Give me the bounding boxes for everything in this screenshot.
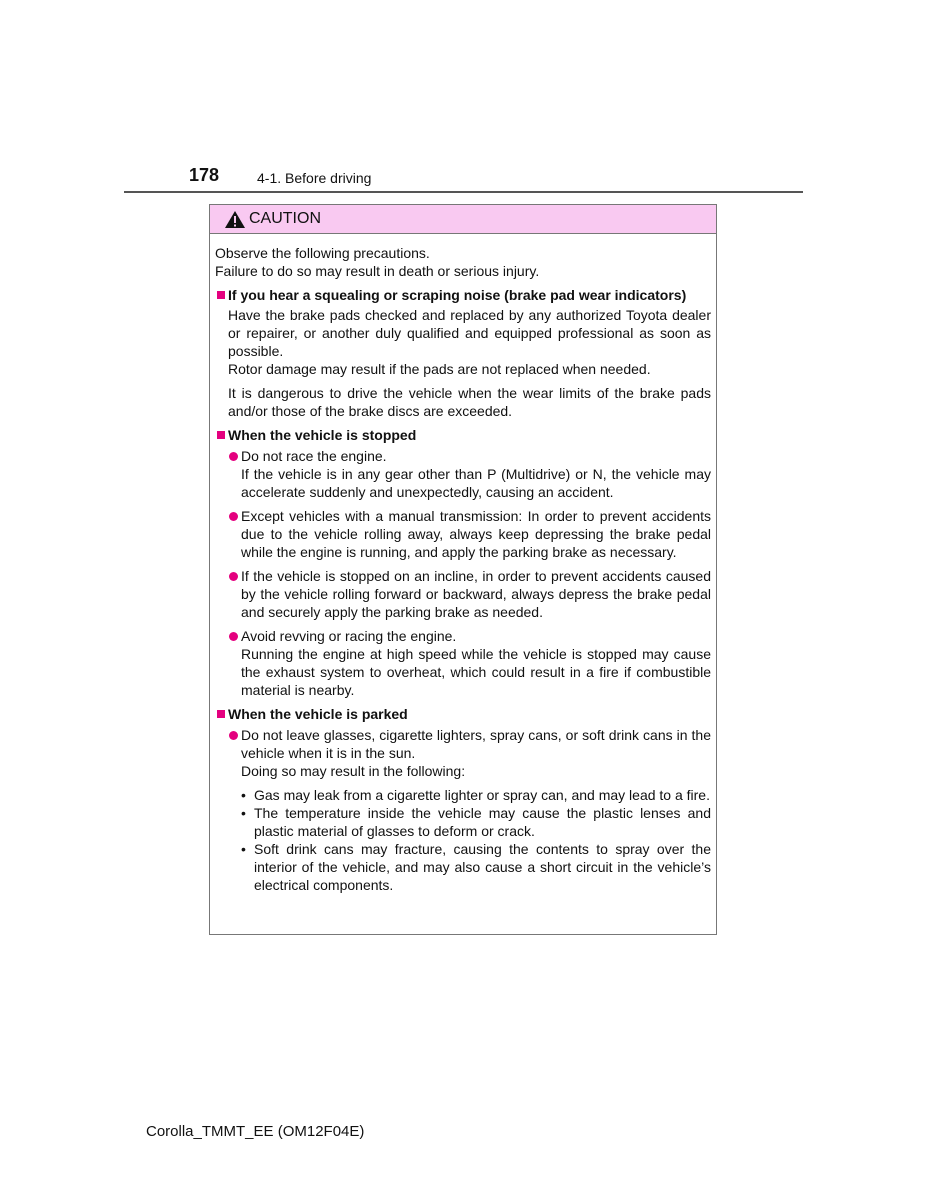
intro-line: Observe the following precautions. (215, 245, 430, 261)
list-item (228, 447, 711, 501)
paragraph: It is dangerous to drive the vehicle when the wear limits of the brake pads and/or those of the brake discs are exceeded. (228, 385, 711, 419)
section-heading-text: When the vehicle is stopped (228, 427, 417, 443)
warning-triangle-icon (224, 210, 246, 229)
list-item-detail: If the vehicle is in any gear other than P (Multidrive) or N, the vehicle may accelerate suddenly and unexpectedly, causing an accident. (241, 466, 711, 500)
sub-list-item (241, 804, 711, 840)
sub-bullet-symbol: • (241, 841, 246, 857)
footer-document-id: Corolla_TMMT_EE (OM12F04E) (146, 1123, 365, 1140)
section-heading-text: If you hear a squealing or scraping noise (brake pad wear indicators) (228, 287, 687, 303)
intro-line: Failure to do so may result in death or serious injury. (215, 263, 540, 279)
circle-bullet-icon (229, 512, 238, 521)
circle-bullet-icon (229, 632, 238, 641)
sub-list (241, 786, 711, 894)
paragraph-line: Have the brake pads checked and replaced by any authorized Toyota dealer or repairer, or another duly qualified and equipped professional as soon as possible. (228, 307, 711, 359)
section-heading-text: When the vehicle is parked (228, 706, 408, 722)
section-title: 4-1. Before driving (257, 170, 372, 186)
paragraph (228, 306, 711, 378)
sub-list-item-text: The temperature inside the vehicle may cause the plastic lenses and plastic material of glasses to deform or crack. (254, 805, 711, 839)
caution-intro (215, 244, 711, 280)
list-item-text: Do not race the engine. (241, 448, 387, 464)
list-item (228, 507, 711, 561)
caution-content (210, 234, 716, 894)
header-rule (124, 191, 803, 193)
sub-bullet-symbol: • (241, 787, 246, 803)
paragraph-line: Rotor damage may result if the pads are not replaced when needed. (228, 361, 651, 377)
square-bullet-icon (217, 431, 225, 439)
sub-list-item (241, 840, 711, 894)
square-bullet-icon (217, 291, 225, 299)
sub-list-item-text: Gas may leak from a cigarette lighter or spray can, and may lead to a fire. (254, 787, 710, 803)
square-bullet-icon (217, 710, 225, 718)
section-heading-brake-pad-wear (215, 286, 711, 304)
sub-list-item (241, 786, 711, 804)
page-number: 178 (189, 165, 220, 185)
list-item-text: If the vehicle is stopped on an incline, in order to prevent accidents caused by the vehicle rolling forward or backward, always depress the brake pedal and securely apply the parking brake as needed. (241, 568, 711, 620)
section-heading-vehicle-stopped (215, 426, 711, 444)
list-item (228, 726, 711, 780)
page-header (0, 0, 927, 200)
sub-list-item-text: Soft drink cans may fracture, causing the contents to spray over the interior of the vehicle, and may also cause a short circuit in the vehicle’s electrical components. (254, 841, 711, 893)
circle-bullet-icon (229, 572, 238, 581)
circle-bullet-icon (229, 731, 238, 740)
sub-bullet-symbol: • (241, 805, 246, 821)
caution-header-bar (210, 205, 716, 234)
list-item (228, 567, 711, 621)
circle-bullet-icon (229, 452, 238, 461)
caution-box (209, 204, 717, 935)
list-item-text: Avoid revving or racing the engine. (241, 628, 457, 644)
list-item-detail: Doing so may result in the following: (241, 763, 466, 779)
caution-label: CAUTION (249, 210, 321, 227)
list-item-detail: Running the engine at high speed while the vehicle is stopped may cause the exhaust system to overheat, which could result in a fire if combustible material is nearby. (241, 646, 711, 698)
list-item (228, 627, 711, 699)
section-heading-vehicle-parked (215, 705, 711, 723)
list-item-text: Do not leave glasses, cigarette lighters, spray cans, or soft drink cans in the vehicle when it is in the sun. (241, 727, 711, 761)
list-item-text: Except vehicles with a manual transmission: In order to prevent accidents due to the vehicle rolling away, always keep depressing the brake pedal while the engine is running, and apply the parking brake as necessary. (241, 508, 711, 560)
